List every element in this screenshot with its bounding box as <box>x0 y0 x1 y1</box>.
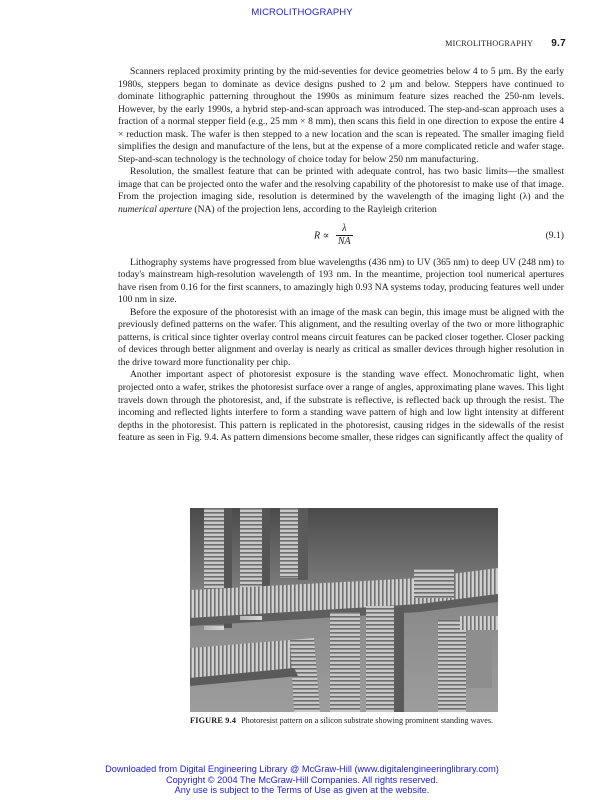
running-head <box>445 38 566 49</box>
sem-micrograph <box>190 508 498 712</box>
equation-lhs: R ∝ <box>314 229 330 241</box>
paragraph-2-end: (NA) of the projection lens, according to the Rayleigh criterion <box>191 204 437 216</box>
footer-download-link[interactable]: Downloaded from Digital Engineering Library @ McGraw-Hill (www.digitalengineeringlibrary.com) <box>105 764 499 774</box>
standing-wave-photo <box>190 508 498 712</box>
paragraph-5: Another important aspect of photoresist exposure is the standing wave effect. Monochromatic light, when projected onto a wafer, strikes the photoresist surface over a range of angles, approximating plane waves. This light travels down through the photoresist, and, if the substrate is reflective, is reflected back up through the resist. The incoming and reflected lights interfere to form a standing wave pattern of high and low light intensity at different depths in the photoresist. This pattern is replicated in the photoresist, causing ridges in the sidewalls of the resist feature as seen in Fig. 9.4. As pattern dimensions become smaller, these ridges can significantly affect the quality of <box>118 369 564 444</box>
equation-denominator: NA <box>337 236 351 248</box>
equation-fraction <box>336 223 353 249</box>
equation-number: (9.1) <box>545 229 564 241</box>
top-watermark: MICROLITHOGRAPHY <box>251 7 353 18</box>
paragraph-2 <box>118 166 564 216</box>
equation-body <box>314 223 353 249</box>
paragraph-3: Lithography systems have progressed from blue wavelengths (436 nm) to UV (365 nm) to deep UV (248 nm) to today's mainstream high-resolution wavelength of 193 nm. In the meantime, projection tool numerical apertures have risen from 0.16 for the first scanners, to amazingly high 0.93 NA systems today, producing features well under 100 nm in size. <box>118 256 564 306</box>
figure-label: FIGURE 9.4 <box>190 716 237 725</box>
footer <box>0 764 604 796</box>
paragraph-2-start: Resolution, the smallest feature that can be printed with adequate control, has two basic limits—the smallest image that can be projected onto the wafer and the resolving capability of the photoresist to make use of that image. From the projection imaging side, resolution is determined by the wavelength of the imaging light (λ) and the <box>118 166 564 203</box>
footer-copyright: Copyright © 2004 The McGraw-Hill Companies. All rights reserved. <box>165 774 439 785</box>
figure-caption-text: Photoresist pattern on a silicon substrate showing prominent standing waves. <box>241 716 494 725</box>
running-title: MICROLITHOGRAPHY <box>445 39 533 48</box>
body-text <box>118 66 564 445</box>
footer-terms-link[interactable]: Any use is subject to the Terms of Use as given at the website. <box>174 785 430 796</box>
equation-numerator: λ <box>336 223 353 237</box>
paragraph-4: Before the exposure of the photoresist with an image of the mask can begin, this image must be aligned with the previously defined patterns on the wafer. This alignment, and the resulting overlay of the two or more lithographic patterns, is critical since tighter overlay control means circuit features can be packed closer together. Closer packing of devices through better alignment and overlay is nearly as critical as smaller devices through higher resolution in the drive toward more functionality per chip. <box>118 306 564 368</box>
figure-caption <box>190 716 498 727</box>
paragraph-1: Scanners replaced proximity printing by the mid-seventies for device geometries below 4 to 5 μm. By the early 1980s, steppers began to dominate as device designs pushed to 2 μm and below. Steppers have continued to dominate lithographic patterning throughout the 1990s as minimum feature sizes reached the 250-nm levels. However, by the early 1990s, a hybrid step-and-scan approach was introduced. The step-and-scan approach uses a fraction of a normal stepper field (e.g., 25 mm × 8 mm), then scans this field in one direction to expose the entire 4 × reduction mask. The wafer is then stepped to a new location and the scan is repeated. The smaller imaging field simplifies the design and manufacture of the lens, but at the expense of a more complicated reticle and wafer stage. Step-and-scan technology is the technology of choice today for below 250 nm manufacturing. <box>118 66 564 165</box>
numerical-aperture-term: numerical aperture <box>118 204 192 216</box>
equation-9-1 <box>118 221 564 251</box>
page-number: 9.7 <box>551 38 566 49</box>
